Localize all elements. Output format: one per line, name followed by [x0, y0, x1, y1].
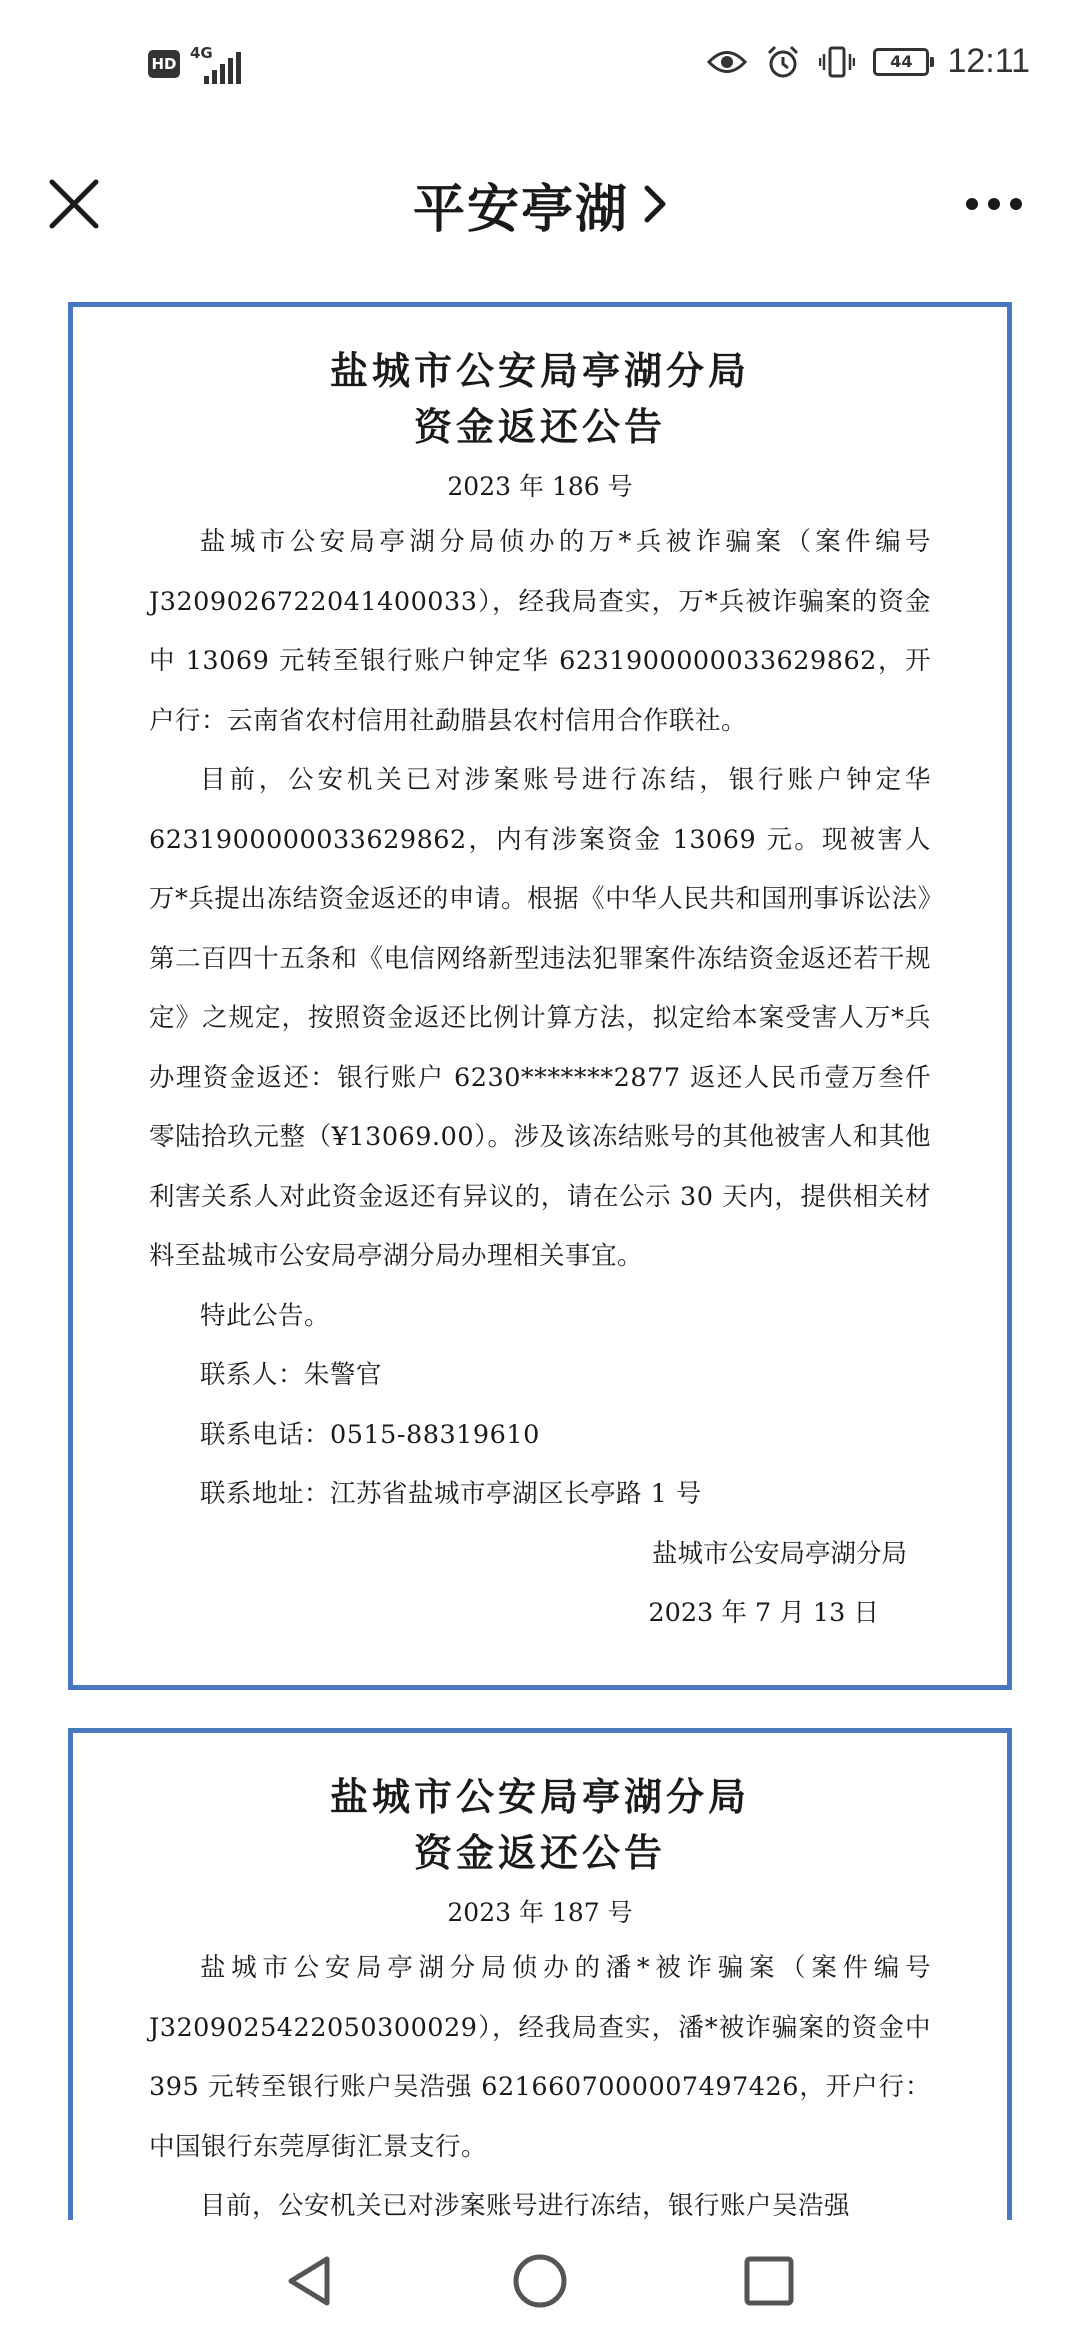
back-icon: [283, 2253, 335, 2309]
account-title[interactable]: [0, 136, 1080, 272]
alarm-icon: [765, 44, 801, 80]
status-left: [148, 44, 250, 84]
notice-date: 2023 年 7 月 13 日: [648, 1598, 879, 1628]
contact-phone: 联系电话：0515-88319610: [200, 1419, 540, 1450]
contact-address: 联系地址：江苏省盐城市亭湖区长亭路 1 号: [200, 1479, 702, 1509]
notice-paragraph: 目前，公安机关已对涉案账号进行冻结，银行账户吴浩强: [200, 2191, 851, 2220]
notice-paragraph: 目前，公安机关已对涉案账号进行冻结，银行账户钟定华6231900000033629862，内有涉案资金 13069 元。现被害人万*兵提出冻结资金返还的申请。根据《中华人民共和国刑事诉讼法》第二百四十五条和《电信网络新型违法犯罪案件冻结资金返还若干规定》之规定，按照资金返还比例计算方法，拟定给本案受害人万*兵办理资金返还：银行账户 6230*******2877 返还人民币壹万叁仟零陆拾玖元整（¥13069.00）。涉及该冻结账号的其他被害人和其他利害关系人对此资金返还有异议的，请在公示 30 天内，提供相关材料至盐城市公安局亭湖分局办理相关事宜。: [149, 765, 931, 1271]
notice-title: 资金返还公告: [413, 1830, 666, 1875]
signal-icon: [190, 44, 250, 84]
home-button[interactable]: [505, 2246, 575, 2316]
status-time: 12:11: [947, 42, 1030, 80]
hd-badge: HD: [148, 50, 180, 78]
notice-card: [68, 1728, 1012, 2220]
status-right: [707, 42, 1030, 81]
notice-org: 盐城市公安局亭湖分局: [329, 348, 750, 393]
more-button[interactable]: [948, 176, 1040, 232]
eye-icon: [707, 49, 747, 75]
notice-card: [68, 302, 1012, 1690]
article-content[interactable]: [0, 272, 1080, 2220]
notice-number: 2023 年 186 号: [447, 472, 633, 501]
app-header: [0, 136, 1080, 273]
more-icon: [966, 198, 978, 210]
page-title: 平安亭湖: [412, 179, 629, 240]
status-bar: [0, 0, 1080, 136]
chevron-right-icon: [643, 184, 667, 224]
back-button[interactable]: [274, 2246, 344, 2316]
system-nav-bar: [0, 2220, 1080, 2340]
recents-icon: [743, 2255, 795, 2307]
recents-button[interactable]: [734, 2246, 804, 2316]
notice-paragraph: 盐城市公安局亭湖分局侦办的潘*被诈骗案（案件编号J3209025422050300029），经我局查实，潘*被诈骗案的资金中395 元转至银行账户吴浩强 6216607000007497426，开户行：中国银行东莞厚街汇景支行。: [149, 1953, 931, 2162]
notice-paragraph: 盐城市公安局亭湖分局侦办的万*兵被诈骗案（案件编号J3209026722041400033），经我局查实，万*兵被诈骗案的资金中 13069 元转至银行账户钟定华 6231900000033629862，开户行：云南省农村信用社勐腊县农村信用合作联社。: [149, 527, 931, 736]
home-icon: [512, 2253, 568, 2309]
notice-title: 资金返还公告: [413, 404, 666, 449]
vibrate-icon: [819, 46, 855, 78]
network-label: 4G: [190, 44, 213, 62]
contact-person: 联系人：朱警官: [200, 1360, 383, 1390]
notice-closing: 特此公告。: [200, 1300, 331, 1331]
notice-number: 2023 年 187 号: [447, 1898, 633, 1927]
battery-icon: 44: [873, 48, 929, 76]
notice-org: 盐城市公安局亭湖分局: [329, 1774, 750, 1819]
notice-signature: 盐城市公安局亭湖分局: [651, 1538, 907, 1569]
